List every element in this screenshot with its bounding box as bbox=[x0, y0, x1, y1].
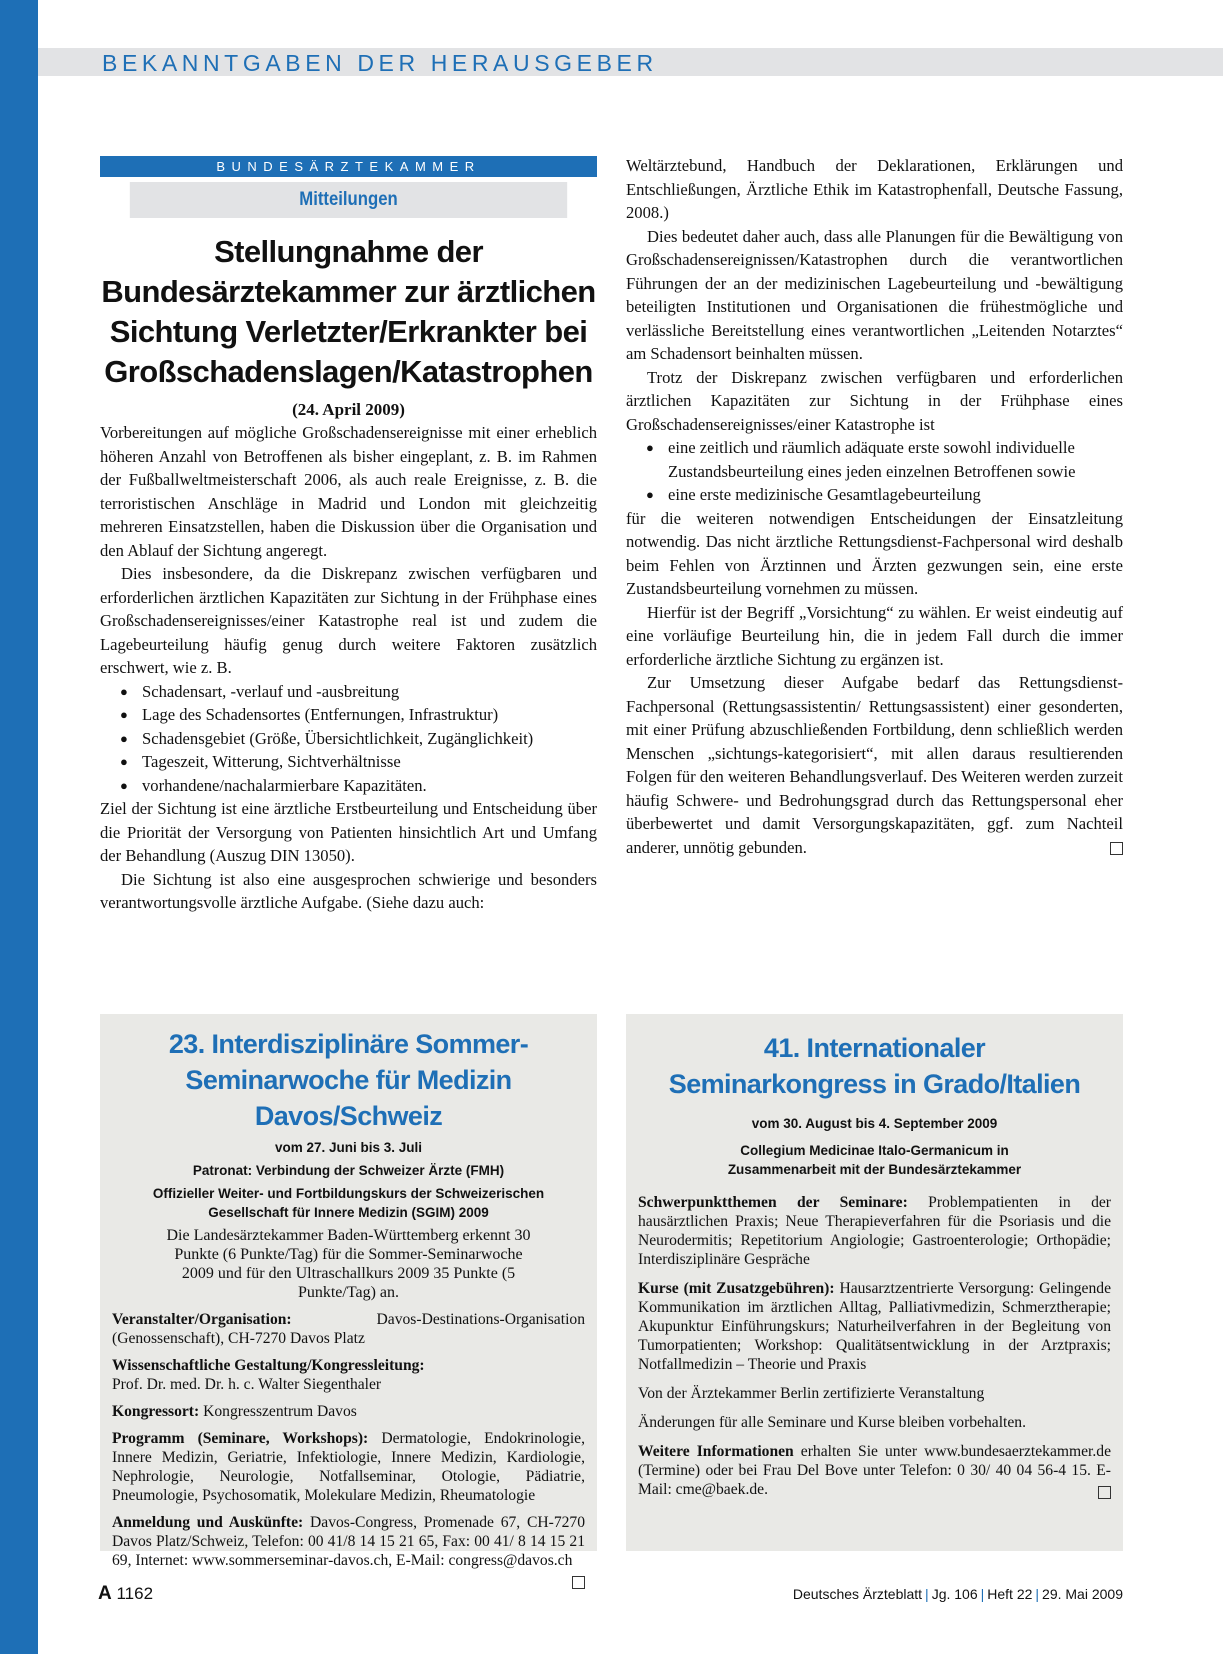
paragraph: Dies insbesondere, da die Diskrepanz zwischen verfügbaren und erforderlichen ärztlichen Kapazitäten zur Sichtung in der Frühphase eines Großschadensereignisses/einer Katastrophe real ist und zudem die Lagebeurteilung häufig genug durch weitere Faktoren zusätzlich erschwert, wie z. B. bbox=[100, 564, 597, 677]
box-official: Offizieller Weiter- und Fortbildungskurs der Schweizerischen Gesellschaft für Innere Medizin (SGIM) 2009 bbox=[152, 1186, 545, 1220]
item-text: erhalten Sie unter www.bundesaerztekammer.de (Termine) oder bei Frau Del Bove unter Telefon: 0 30/ 40 04 56-4 15. E-Mail: cme@baek.de. bbox=[638, 1443, 1111, 1498]
box-more-info bbox=[638, 1442, 1111, 1499]
section-header: BEKANNTGABEN DER HERAUSGEBER bbox=[102, 50, 658, 76]
item-text: Problempatienten in der hausärztlichen Praxis; Neue Therapieverfahren für die Psoriasis und die Neurodermitis; Repetitorium Angiologie; Gastroenterologie; Orthopädie; Interdisziplinäre Gespräche bbox=[638, 1194, 1111, 1268]
box-title: 41. Internationaler Seminarkongress in Grado/Italien bbox=[668, 1033, 1081, 1099]
page-number-value: 1162 bbox=[116, 1584, 154, 1603]
list-item: ● eine erste medizinische Gesamtlagebeurteilung bbox=[668, 483, 1123, 507]
paragraph: Die Sichtung ist also eine ausgesprochen schwierige und besonders verantwortungsvolle ärztliche Aufgabe. (Siehe dazu auch: bbox=[100, 869, 597, 912]
box-dates: vom 27. Juni bis 3. Juli bbox=[274, 1140, 423, 1155]
paragraph: Trotz der Diskrepanz zwischen verfügbaren und erforderlichen ärztlichen Kapazitäten zur Sichtung in der Frühphase eines Großschadensereignisses/einer Katastrophe ist bbox=[626, 367, 1123, 434]
list-item: ● Schadensgebiet (Größe, Übersichtlichkeit, Zugänglichkeit) bbox=[142, 727, 597, 751]
item-text: Dermatologie, Endokrinologie, Innere Medizin, Geriatrie, Infektiologie, Innere Medizin, Kardiologie, Nephrologie, Neurologie, Notfallseminar, Otologie, Pädiatrie, Pneumologie, Psychosomatik, Molekulare Medizin, Rheumatologie bbox=[112, 1430, 585, 1504]
journal-issue: Heft 22 bbox=[987, 1586, 1033, 1602]
item-text: Davos-Destinations-Organisation (Genossenschaft), CH-7270 Davos Platz bbox=[112, 1311, 585, 1347]
left-accent-bar bbox=[0, 0, 38, 1654]
item-text: Hausarztzentrierte Versorgung: Gelingende Kommunikation im ärztlichen Alltag, Palliativmedizin, Schmerztherapie; Akupunktur Einführungskurs; Naturheilverfahren in der Begleitung von Tumorpatienten; Workshop: Qualitätsentwicklung in der Arztpraxis; Notfallmedizin – Theorie und Praxis bbox=[638, 1280, 1111, 1373]
list-item: ● vorhandene/nachalarmierbare Kapazitäten. bbox=[142, 774, 597, 798]
end-mark-icon bbox=[1110, 842, 1123, 855]
paragraph: Ziel der Sichtung ist eine ärztliche Erstbeurteilung und Entscheidung über die Priorität der Versorgung von Patienten hinsichtlich Art und Umfang der Behandlung (Auszug DIN 13050). bbox=[100, 799, 597, 865]
item-text: Davos-Congress, Promenade 67, CH-7270 Davos Platz/Schweiz, Telefon: 00 41/8 14 15 21 65, Fax: 00 41/ 8 14 15 21 69, Internet: www.sommerseminar-davos.ch, E-Mail: congress@davos.ch bbox=[112, 1514, 586, 1569]
grado-congress-box bbox=[626, 1014, 1123, 1551]
factor-list bbox=[100, 680, 597, 798]
box-patronat: Patronat: Verbindung der Schweizer Ärzte (FMH) bbox=[192, 1163, 505, 1178]
page-prefix: A bbox=[98, 1583, 112, 1604]
item-label: Wissenschaftliche Gestaltung/Kongressleitung: bbox=[112, 1357, 425, 1374]
journal-name: Deutsches Ärzteblatt bbox=[792, 1586, 923, 1602]
box-changes: Änderungen für alle Seminare und Kurse bleiben vorbehalten. bbox=[638, 1414, 1026, 1431]
box-item bbox=[638, 1193, 1111, 1269]
category-bar: Mitteilungen bbox=[130, 182, 567, 218]
assessment-list bbox=[626, 436, 1123, 507]
box-item bbox=[112, 1356, 585, 1394]
box-item bbox=[638, 1279, 1111, 1374]
paragraph bbox=[626, 671, 1123, 859]
item-label: Programm (Seminare, Workshops): bbox=[112, 1430, 369, 1447]
item-label: Kurse (mit Zusatzgebühren): bbox=[638, 1280, 835, 1297]
journal-footer: Deutsches Ärzteblatt | Jg. 106 | Heft 22 | 29. Mai 2009 bbox=[792, 1586, 1123, 1602]
paragraph-text: Zur Umsetzung dieser Aufgabe bedarf das Rettungsdienst-Fachpersonal (Rettungsassistentin/ Rettungsassistent) einer gesonderten, mit einer Prüfung abzuschließenden Fortbildung, denn schließlich werden Menschen „sichtungs-kategorisiert“, mit allen daraus resultierenden Folgen für den weiteren Behandlungsverlauf. Des Weiteren werden zurzeit häufig Schwere- und Bedrohungsgrad durch das Rettungspersonal eher überbewertet und damit Versorgungskapazitäten, ggf. zum Nachteil anderer, unnötig gebunden. bbox=[626, 673, 1123, 857]
box-title: 23. Interdisziplinäre Sommer-Seminarwoche für Medizin Davos/Schweiz bbox=[168, 1029, 529, 1131]
item-label: Anmeldung und Auskünfte: bbox=[112, 1514, 304, 1531]
end-mark-icon bbox=[1098, 1486, 1111, 1499]
box-item bbox=[112, 1429, 585, 1505]
article-date: (24. April 2009) bbox=[292, 400, 405, 419]
article-body-left bbox=[100, 421, 597, 915]
paragraph: Weltärztebund, Handbuch der Deklarationen, Erklärungen und Entschließungen, Ärztliche Ethik im Katastrophenfall, Deutsche Fassung, 2008.) bbox=[626, 156, 1123, 222]
end-mark-icon bbox=[572, 1576, 585, 1589]
box-item bbox=[112, 1513, 585, 1570]
box-org: Collegium Medicinae Italo-Germanicum in Zusammenarbeit mit der Bundesärztekammer bbox=[727, 1143, 1022, 1177]
list-item: ● Schadensart, -verlauf und -ausbreitung bbox=[142, 680, 597, 704]
item-label: Weitere Informationen bbox=[638, 1443, 794, 1460]
article-right-column bbox=[626, 154, 1123, 859]
list-item: ● eine zeitlich und räumlich adäquate erste sowohl individuelle Zustandsbeurteilung eines jeden einzelnen Betroffenen sowie bbox=[668, 436, 1123, 483]
box-item bbox=[112, 1310, 585, 1348]
item-label: Kongressort: bbox=[112, 1403, 200, 1420]
davos-seminar-box bbox=[100, 1014, 597, 1569]
article-left-column bbox=[100, 156, 597, 915]
paragraph: Dies bedeutet daher auch, dass alle Planungen für die Bewältigung von Großschadensereignissen/Katastrophen durch die verantwortlichen Führungen der an der medizinischen Lagebeurteilung und -bewältigung beteiligten Institutionen und Organisationen die frühestmögliche und verlässliche Bereitstellung eines verantwortlichen „Leitenden Notarztes“ am Schadensort beinhalten müssen. bbox=[626, 226, 1123, 363]
item-text: Prof. Dr. med. Dr. h. c. Walter Siegenthaler bbox=[112, 1376, 382, 1393]
journal-date: 29. Mai 2009 bbox=[1042, 1586, 1123, 1602]
item-label: Schwerpunktthemen der Seminare: bbox=[638, 1194, 908, 1211]
box-points: Die Landesärztekammer Baden-Württemberg erkennt 30 Punkte (6 Punkte/Tag) für die Sommer-Seminarwoche 2009 und für den Ultraschallkurs 2009 35 Punkte (5 Punkte/Tag) an. bbox=[166, 1227, 531, 1301]
box-certified: Von der Ärztekammer Berlin zertifizierte Veranstaltung bbox=[638, 1385, 985, 1402]
paragraph: Hierfür ist der Begriff „Vorsichtung“ zu wählen. Er weist eindeutig auf eine vorläufige Beurteilung hin, die in jedem Fall durch die immer erforderliche ärztliche Sichtung zu ergänzen ist. bbox=[626, 602, 1123, 669]
paragraph: für die weiteren notwendigen Entscheidungen der Einsatzleitung notwendig. Das nicht ärztliche Rettungsdienst-Fachpersonal wird deshalb beim Fehlen von Ärztinnen und Ärzten gezwungen sein, eine erste Zustandsbeurteilung vornehmen zu müssen. bbox=[626, 508, 1123, 598]
item-label: Veranstalter/Organisation: bbox=[112, 1311, 292, 1328]
box-item bbox=[112, 1402, 585, 1421]
list-item: ● Tageszeit, Witterung, Sichtverhältnisse bbox=[142, 750, 597, 774]
page-number bbox=[98, 1583, 153, 1605]
org-bar: BUNDESÄRZTEKAMMER bbox=[100, 156, 597, 177]
item-text: Kongresszentrum Davos bbox=[203, 1403, 357, 1420]
journal-volume: Jg. 106 bbox=[931, 1586, 978, 1602]
list-item: ● Lage des Schadensortes (Entfernungen, Infrastruktur) bbox=[142, 703, 597, 727]
box-dates: vom 30. August bis 4. September 2009 bbox=[751, 1116, 998, 1131]
paragraph: Vorbereitungen auf mögliche Großschadensereignisse mit einer erheblich höheren Anzahl von Betroffenen als bisher eingeplant, z. B. im Rahmen der Fußballweltmeisterschaft 2006, als auch reale Ereignisse, z. B. die terroristischen Anschläge in Madrid und London mit gleichzeitig mehreren Einsatzstellen, haben die Diskussion über die Organisation und den Ablauf der Sichtung angeregt. bbox=[100, 423, 597, 560]
article-title: Stellungnahme der Bundesärztekammer zur ärztlichen Sichtung Verletzter/Erkrankter bei Großschadenslagen/Katastrophen bbox=[101, 234, 596, 389]
